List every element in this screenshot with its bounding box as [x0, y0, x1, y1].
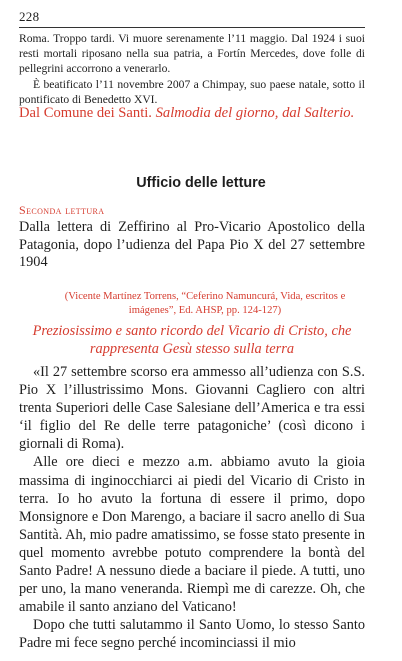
section-title: Ufficio delle letture — [136, 175, 266, 191]
reading-motto: Preziosissimo e santo ricordo del Vicario di Cristo, che rappresenta Gesù stesso sulla terra — [32, 323, 352, 357]
reading-label: Seconda lettura — [19, 203, 105, 217]
reading-body — [19, 363, 365, 653]
reading-source: Dalla lettera di Zeffirino al Pro-Vicario Apostolico della Patagonia, dopo l’udienza del Papa Pio X del 27 settembre 1904 — [19, 219, 365, 270]
body-paragraph: Alle ore dieci e mezzo a.m. abbiamo avuto la gioia massima di inginocchiarci ai piedi del Vicario di Cristo in terra. Io ho avuto la fortuna di essere il primo, dopo Monsignore e Don Marengo, a baciare il sacro anello di Sua Santità. Ah, mio padre amatissimo, se fosse stato presente in quel momento avrebbe potuto comprendere la bontà del Santo Padre! A nessuno diede a baciare il piede. A tutti, uno per uno, la mano veneranda. Riempì me di carezze. Oh, che amabile il santo anziano del Vaticano! — [19, 454, 365, 616]
rubric-prefix: Dal Comune dei Santi. — [19, 105, 156, 121]
rubric-italic: Salmodia del giorno, dal Salterio. — [155, 105, 355, 121]
bio-paragraph: Roma. Troppo tardi. Vi muore serenamente l’11 maggio. Dal 1924 i suoi resti mortali riposano nella sua patria, a Fortín Mercedes, dove folle di pellegrini accorrono a venerarlo. — [19, 32, 365, 76]
body-paragraph: «Il 27 settembre scorso era ammesso all’udienza con S.S. Pio X l’illustrissimo Mons. Giovanni Cagliero con altri trenta Superiori delle Case Salesiane dell’America e tra essi ‘il figlio del Re delle terre patagoniche’ (così dicono i giornali di Roma). — [19, 364, 365, 453]
header-rule — [19, 27, 365, 28]
citation: (Vicente Martínez Torrens, “Ceferino Namuncurá, Vida, escritos e imágenes”, Ed. AHSP, pp. 124-127) — [64, 291, 346, 316]
bio-paragraph: È beatificato l’11 novembre 2007 a Chimpay, suo paese natale, sotto il pontificato di Benedetto XVI. — [19, 77, 365, 106]
page-number: 228 — [19, 9, 40, 24]
common-of-saints-rubric — [19, 104, 379, 122]
body-paragraph: Dopo che tutti salutammo il Santo Uomo, lo stesso Santo Padre mi fece segno perché incominciassi il mio — [19, 617, 365, 652]
biography-text — [19, 31, 365, 107]
